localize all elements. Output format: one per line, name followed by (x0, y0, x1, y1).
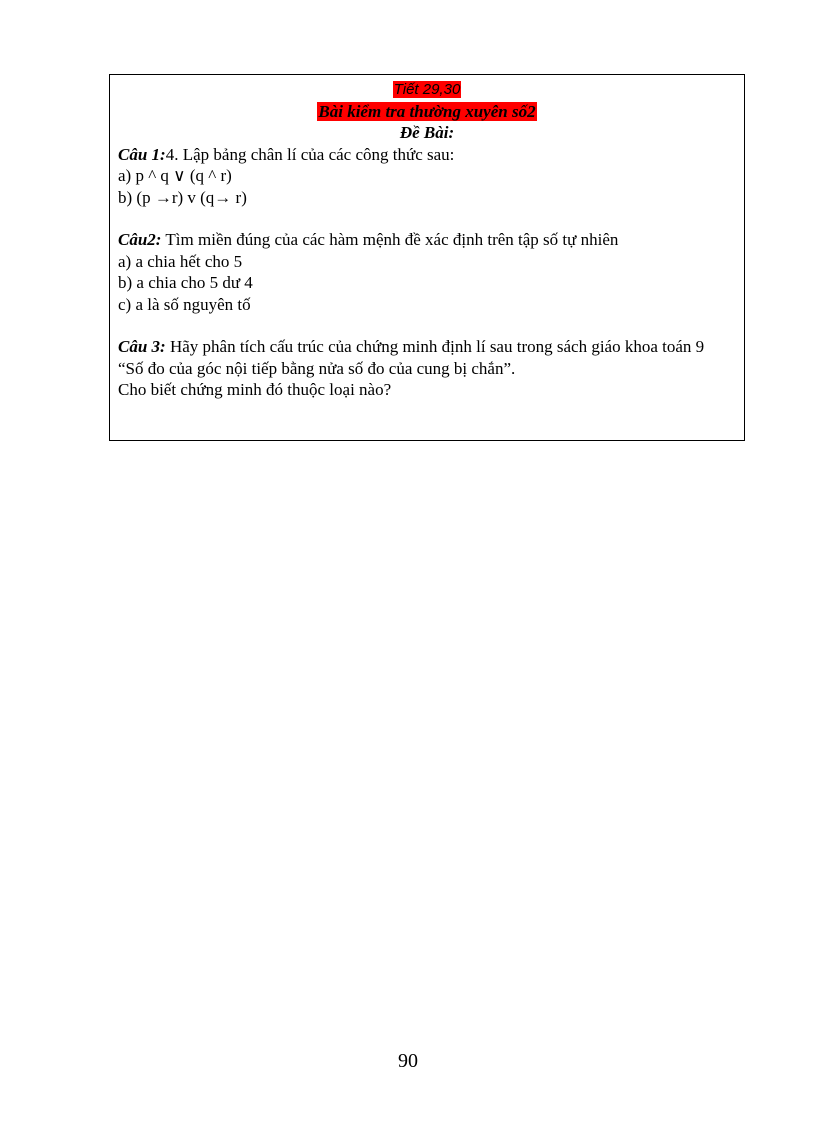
section-label: Đề Bài: (399, 123, 455, 142)
question-3-label: Câu 3: (118, 337, 166, 356)
question-1-prompt (118, 144, 736, 166)
question-2-item-a: a) a chia hết cho 5 (118, 251, 243, 271)
page-number: 90 (398, 1050, 418, 1072)
period-line (118, 78, 736, 101)
question-2 (118, 229, 736, 315)
question-2-text: Tìm miền đúng của các hàm mệnh đề xác định trên tập số tự nhiên (161, 230, 619, 249)
question-2-prompt (118, 229, 736, 251)
question-2-label: Câu2: (118, 230, 162, 249)
question-1-label: Câu 1: (118, 144, 166, 164)
spacer (118, 208, 736, 229)
test-title: Bài kiểm tra thường xuyên số2 (318, 101, 536, 121)
title-line (118, 101, 736, 123)
exam-box (109, 74, 745, 441)
question-3-followup: Cho biết chứng minh đó thuộc loại nào? (118, 380, 392, 399)
question-3 (118, 336, 736, 401)
question-3-prompt (118, 336, 736, 358)
period-label: Tiết 29,30 (393, 81, 461, 98)
question-1 (118, 144, 736, 209)
question-1-item-a: a) p ^ q ∨ (q ^ r) (118, 166, 232, 185)
question-1-text: 4. Lập bảng chân lí của các công thức sau: (165, 144, 455, 164)
question-2-item-c: c) a là số nguyên tố (118, 294, 251, 314)
spacer (118, 315, 736, 336)
question-3-text: Hãy phân tích cấu trúc của chứng minh định lí sau trong sách giáo khoa toán 9 (165, 337, 705, 356)
question-1-item-b: b) (p →r) v (q→ r) (118, 187, 247, 207)
question-3-quote: “Số đo của góc nội tiếp bằng nửa số đo của cung bị chắn”. (118, 358, 516, 378)
question-2-item-b: b) a chia cho 5 dư 4 (118, 273, 253, 292)
